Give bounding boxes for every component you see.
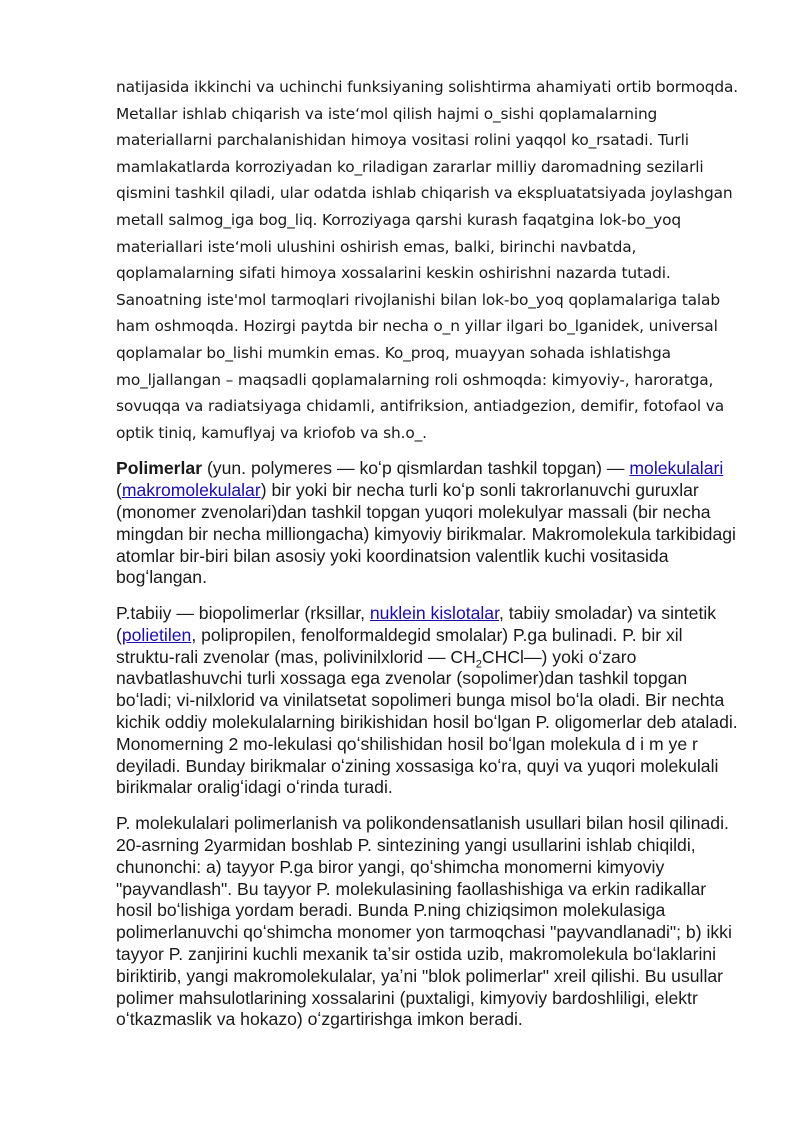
document-page bbox=[116, 74, 744, 1045]
link-makromolekulalar[interactable]: makromolekulalar bbox=[121, 480, 261, 501]
subscript-2: 2 bbox=[475, 658, 482, 671]
link-molekulalari[interactable]: molekulalari bbox=[629, 458, 724, 479]
paragraph-polymers-definition: Polimerlar (yun. polymeres — koʻp qismlardan tashkil topgan) — molekulalari (makromolekulalar) bir yoki bir necha turli koʻp sonli takrorlanuvchi guruxlar (monomer zvenolari)dan tashkil topgan yuqori molekulyar massali (bir necha mingdan bir necha milliongacha) kimyoviy birikmalar. Makromolekula tarkibidagi atomlar bir-biri bilan asosiy yoki koordinatsion valentlik kuchi vositasida bogʻlangan. bbox=[116, 458, 736, 588]
paragraph-polymer-types: P.tabiiy — biopolimerlar (rksillar, nuklein kislotalar, tabiiy smoladar) va sintetik (polietilen, polipropilen, fenolformaldegid smolalar) P.ga bulinadi. P. bir xil struktu-rali zvenolar (mas, polivinilxlorid — $CH_2CHCl—$) yoki oʻzaro navbatlashuvchi turli xossaga ega zvenolar (sopolimer)dan tashkil topgan boʻladi; vi-nilxlorid va vinilatsetat sopolimeri bunga misol boʻla oladi. Bir nechta kichik oddiy molekulalarning birikishidan hosil boʻlgan P. oligomerlar deb ataladi. Monomerning 2 mo-lekulasi qoʻshilishidan hosil boʻlgan molekula d i m ye r deyiladi. Bunday birikmalar oʻzining xossasiga koʻra, quyi va yuqori molekulali birikmalar oraligʻidagi oʻrinda turadi. bbox=[116, 603, 738, 798]
paragraph-coatings: natijasida ikkinchi va uchinchi funksiyaning solishtirma ahamiyati ortib bormoqda. Metallar ishlab chiqarish va iste‘mol qilish hajmi o_sishi qoplamalarning materiallarni parchalanishidan himoya vositasi rolini yaqqol ko_rsatadi. Turli mamlakatlarda korroziyadan ko_riladigan zararlar milliy daromadning sezilarli qismini tashkil qiladi, ular odatda ishlab chiqarish va ekspluatatsiyada joylashgan metall salmog_iga bog_liq. Korroziyaga qarshi kurash faqatgina lok-bo_yoq materiallari iste‘moli ulushini oshirish emas, balki, birinchi navbatda, qoplamalarning sifati himoya xossalarini keskin oshirishni nazarda tutadi. Sanoatning iste'mol tarmoqlari rivojlanishi bilan lok-bo_yoq qoplamalariga talab ham oshmoqda. Hozirgi paytda bir necha o_n yillar ilgari bo_lganidek, universal qoplamalar bo_lishi mumkin emas. Ko_proq, muayyan sohada ishlatishga mo_ljallangan – maqsadli qoplamalarning roli oshmoqda: kimyoviy-, haroratga, sovuqqa va radiatsiyaga chidamli, antifriksion, antiadgezion, demifir, fotofaol va optik tiniq, kamuflyaj va kriofob va sh.o_. bbox=[116, 78, 739, 442]
link-polietilen[interactable]: polietilen bbox=[121, 624, 192, 645]
paragraph-polymer-synthesis: P. molekulalari polimerlanish va polikondensatlanish usullari bilan hosil qilinadi. 20-asrning 2yarmidan boshlab P. sintezining yangi usullarini ishlab chiqildi, chunonchi: a) tayyor P.ga biror yangi, qoʻshimcha monomerni kimyoviy "payvandlash". Bu tayyor P. molekulasining faollashishiga va erkin radikallar hosil boʻlishiga yordam beradi. Bunda P.ning chiziqsimon molekulasiga polimerlanuvchi qoʻshimcha monomer yon tarmoqchasi "payvandlanadi"; b) ikki tayyor P. zanjirini kuchli mexanik taʼsir ostida uzib, makromolekula boʻlaklarini biriktirib, yangi makromolekulalar, yaʼni "blok polimerlar" xreil qilishi. Bu usullar polimer mahsulotlarining xossalarini (puxtaligi, kimyoviy bardoshliligi, elektr oʻtkazmaslik va hokazo) oʻzgartirishga imkon beradi. bbox=[116, 813, 732, 1030]
term-polimerlar: Polimerlar bbox=[116, 458, 203, 479]
link-nuklein-kislotalar[interactable]: nuklein kislotalar bbox=[369, 603, 499, 624]
